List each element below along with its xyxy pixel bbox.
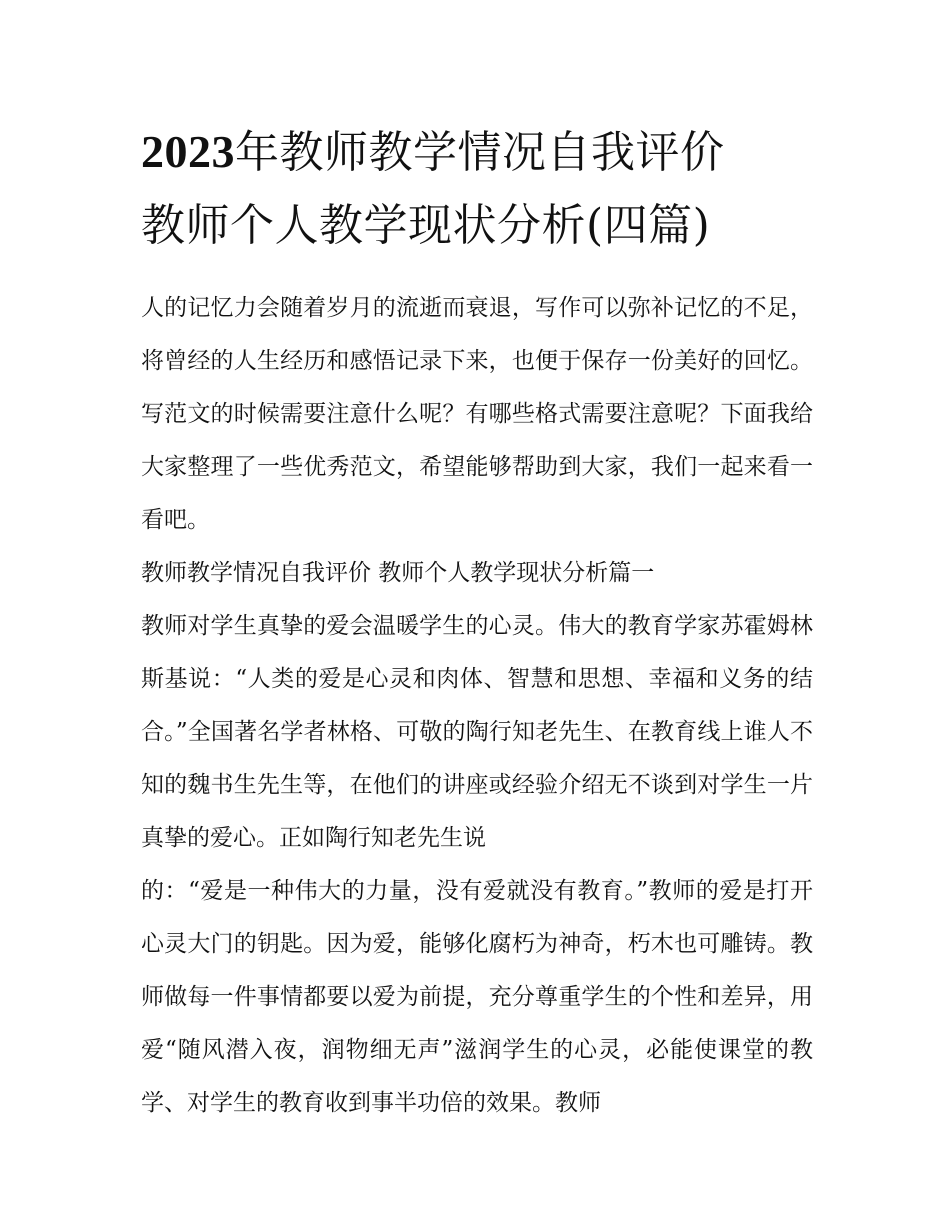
section-paragraph-part-1: 教师对学生真挚的爱会温暖学生的心灵。伟大的教育学家苏霍姆林斯基说：“人类的爱是心灵和肉体、智慧和思想、幸福和义务的结合。”全国著名学者林格、可敬的陶行知老先生、在教育线上谁人不知的魏书生先生等，在他们的讲座或经验介绍无不谈到对学生一片真挚的爱心。正如陶行知老先生说	[141, 613, 813, 851]
section-heading: 教师教学情况自我评价 教师个人教学现状分析篇一	[141, 560, 655, 586]
document-body	[141, 282, 813, 1130]
title-line-1-text: 年教师教学情况自我评价	[235, 127, 725, 178]
document-title	[141, 115, 813, 262]
document-page	[141, 115, 813, 1130]
section-paragraph-part-2: 的：“爱是一种伟大的力量，没有爱就没有教育。”教师的爱是打开心灵大门的钥匙。因为爱，能够化腐朽为神奇，朽木也可雕铸。教师做每一件事情都要以爱为前提，充分尊重学生的个性和差异，用爱“随风潜入夜，润物细无声”滋润学生的心灵，必能使课堂的教学、对学生的教育收到事半功倍的效果。教师	[141, 878, 813, 1116]
intro-paragraph: 人的记忆力会随着岁月的流逝而衰退，写作可以弥补记忆的不足，将曾经的人生经历和感悟记录下来，也便于保存一份美好的回忆。写范文的时候需要注意什么呢？有哪些格式需要注意呢？下面我给大家整理了一些优秀范文，希望能够帮助到大家，我们一起来看一看吧。	[141, 295, 813, 533]
title-year: 2023	[141, 126, 235, 177]
title-line-2: 教师个人教学现状分析(四篇)	[141, 200, 711, 251]
title-line-1	[141, 115, 813, 189]
